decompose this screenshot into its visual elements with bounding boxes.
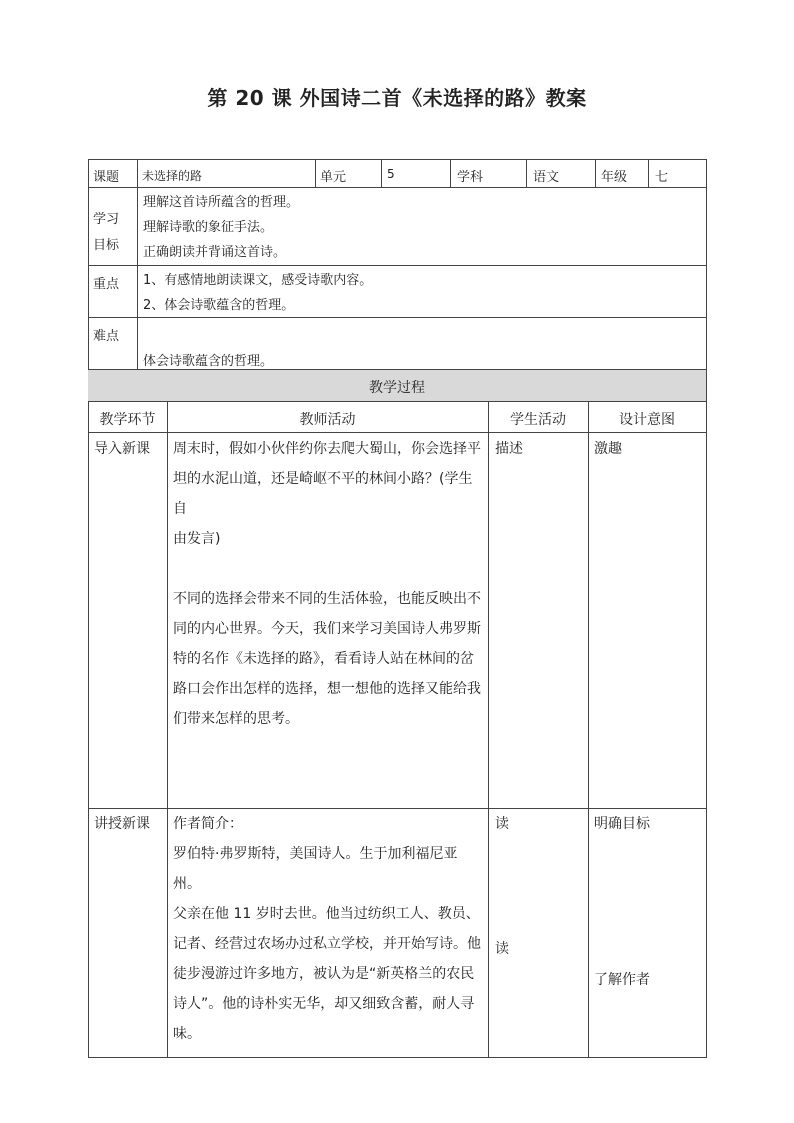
header-teacher: 教师活动: [299, 412, 356, 428]
unit-value: 5: [387, 167, 395, 181]
key-point-item: 1、有感情地朗读课文，感受诗歌内容。: [143, 273, 373, 288]
row2-student-2: 读: [495, 941, 509, 957]
goals-list: [143, 190, 299, 265]
teacher-line: 同的内心世界。今天，我们来学习美国诗人弗罗斯: [173, 621, 481, 637]
teacher-line: 由发言): [173, 531, 221, 547]
key-points-label: 重点: [93, 277, 120, 292]
teacher-line: 父亲在他 11 岁时去世。他当过纺织工人、教员、: [173, 906, 480, 922]
header-student: 学生活动: [510, 412, 566, 428]
subject-value: 语文: [533, 170, 560, 185]
difficulty-text: 体会诗歌蕴含的哲理。: [143, 354, 274, 369]
row1-student: 描述: [495, 441, 523, 457]
teacher-line: 记者、经营过农场办过私立学校，并开始写诗。他: [173, 936, 481, 952]
subject-label: 学科: [457, 170, 484, 185]
header-stage: 教学环节: [99, 412, 156, 428]
topic-value: 未选择的路: [142, 169, 203, 183]
row2-stage: 讲授新课: [94, 816, 150, 832]
teacher-line: 周末时，假如小伙伴约你去爬大蜀山，你会选择平: [173, 441, 481, 457]
teacher-line: 味。: [173, 1026, 201, 1042]
teacher-line: 路口会作出怎样的选择，想一想他的选择又能给我: [173, 681, 481, 697]
row2-intent-1: 明确目标: [594, 816, 650, 832]
row1-teacher: [173, 434, 485, 734]
goals-label-line1: 学习: [93, 212, 120, 227]
difficulty-label: 难点: [93, 329, 120, 344]
page-title: 第 20 课 外国诗二首《未选择的路》教案: [207, 86, 587, 110]
row2-intent-2: 了解作者: [594, 972, 650, 988]
teacher-line: 罗伯特·弗罗斯特，美国诗人。生于加利福尼亚州。: [173, 846, 458, 892]
key-point-item: 2、体会诗歌蕴含的哲理。: [143, 298, 295, 313]
teacher-line: 诗人”。他的诗朴实无华，却又细致含蓄，耐人寻: [173, 996, 475, 1012]
teacher-line: 徒步漫游过许多地方，被认为是“新英格兰的农民: [173, 966, 475, 982]
teacher-line: 不同的选择会带来不同的生活体验，也能反映出不: [173, 591, 481, 607]
row1-stage: 导入新课: [94, 441, 150, 457]
row2-teacher: [173, 809, 485, 1049]
grade-label: 年级: [601, 170, 628, 185]
goals-label-line2: 目标: [93, 238, 120, 253]
goal-item: 正确朗读并背诵这首诗。: [143, 245, 287, 260]
key-points-list: [143, 268, 372, 318]
topic-label: 课题: [93, 170, 120, 185]
row1-intent: 激趣: [594, 441, 622, 457]
teacher-line: 们带来怎样的思考。: [173, 711, 299, 727]
goal-item: 理解诗歌的象征手法。: [143, 220, 274, 235]
row2-student-1: 读: [495, 816, 509, 832]
grade-value: 七: [655, 170, 669, 185]
teacher-line: 坦的水泥山道，还是崎岖不平的林间小路？(学生自: [173, 471, 473, 517]
process-banner: 教学过程: [369, 380, 425, 396]
teacher-line: 特的名作《未选择的路》，看看诗人站在林间的岔: [173, 651, 474, 667]
header-intent: 设计意图: [619, 412, 675, 428]
teacher-line-blank: [173, 554, 485, 584]
teacher-line: 作者简介：: [173, 816, 243, 832]
goal-item: 理解这首诗所蕴含的哲理。: [143, 195, 300, 210]
unit-label: 单元: [320, 170, 347, 185]
